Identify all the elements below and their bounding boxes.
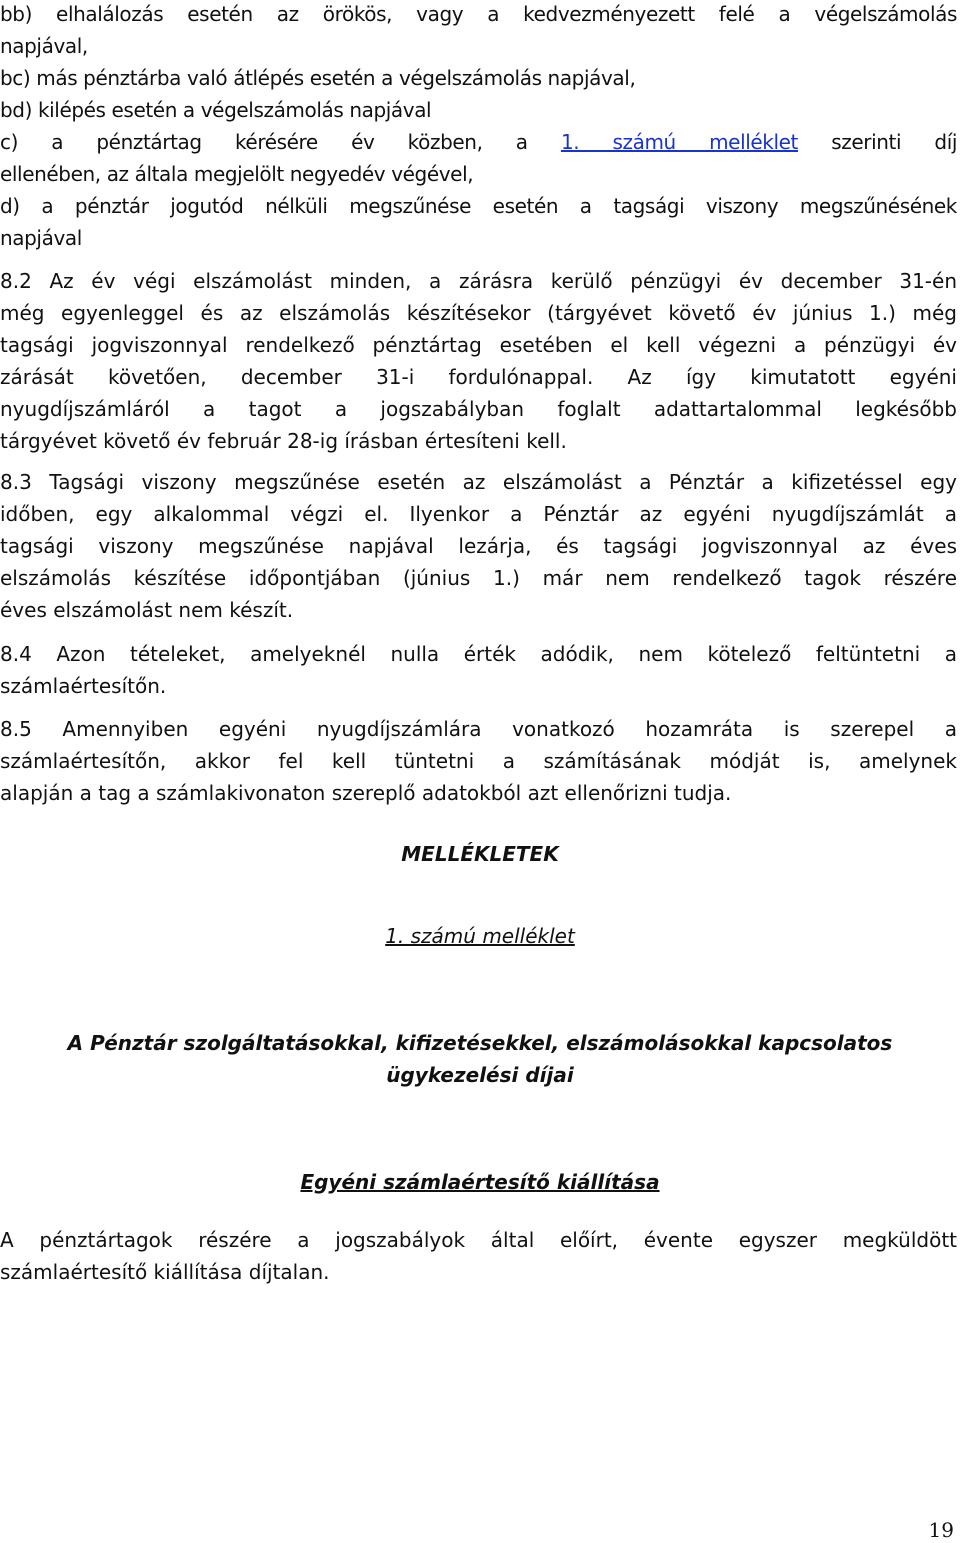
item-c-line-1: [0, 126, 957, 158]
section-title: Egyéni számlaértesítő kiállítása: [300, 1170, 660, 1194]
melleklet-1-title: 1. számú melléklet: [385, 924, 575, 948]
mellekletek-heading: MELLÉKLETEK: [401, 842, 559, 866]
item-d-line-2: napjával: [0, 226, 82, 250]
para-8-2-line-2: még egyenleggel és az elszámolás készítésekor (tárgyévet követő év június 1.) még: [0, 301, 957, 325]
para-8-2-line-6: tárgyévet követő év február 28-ig írásban értesíteni kell.: [0, 429, 567, 453]
fee-title-line-1: A Pénztár szolgáltatásokkal, kifizetésekkel, elszámolásokkal kapcsolatos: [67, 1031, 893, 1055]
item-bb-line-2: napjával,: [0, 34, 88, 58]
item-c-text: c) a pénztártag kérésére év közben, a: [0, 130, 528, 154]
item-bc: bc) más pénztárba való átlépés esetén a végelszámolás napjával,: [0, 66, 636, 90]
para-8-3-line-3: tagsági viszony megszűnése napjával lezárja, és tagsági jogviszonnyal az éves: [0, 534, 957, 558]
para-8-2-line-4: zárását követően, december 31-i fordulónappal. Az így kimutatott egyéni: [0, 365, 957, 389]
para-8-5-line-2: számlaértesítőn, akkor fel kell tüntetni a számításának módját is, amelynek: [0, 749, 957, 773]
para-8-2-line-3: tagsági jogviszonnyal rendelkező pénztártag esetében el kell végezni a pénzügyi év: [0, 333, 957, 357]
section-text-line-2: számlaértesítő kiállítása díjtalan.: [0, 1260, 330, 1284]
para-8-3-line-2: időben, egy alkalommal végzi el. Ilyenkor a Pénztár az egyéni nyugdíjszámlát a: [0, 502, 957, 526]
fee-title-line-2: ügykezelési díjai: [386, 1063, 574, 1087]
section-text-line-1: A pénztártagok részére a jogszabályok által előírt, évente egyszer megküldött: [0, 1228, 957, 1252]
item-c-line-2: ellenében, az általa megjelölt negyedév végével,: [0, 162, 474, 186]
para-8-3-line-4: elszámolás készítése időpontjában (június 1.) már nem rendelkező tagok részére: [0, 566, 957, 590]
para-8-4-line-1: 8.4 Azon tételeket, amelyeknél nulla érték adódik, nem kötelező feltüntetni a: [0, 642, 957, 666]
section-heading: [0, 1166, 960, 1198]
para-8-3-line-1: 8.3 Tagsági viszony megszűnése esetén az elszámolást a Pénztár a kifizetéssel egy: [0, 470, 957, 494]
melleklet-1-heading: [0, 920, 960, 952]
para-8-2-line-1: 8.2 Az év végi elszámolást minden, a zárásra kerülő pénzügyi év december 31-én: [0, 269, 957, 293]
melleklet-1-link[interactable]: 1. számú melléklet: [560, 130, 798, 154]
para-8-5-line-3: alapján a tag a számlakivonaton szereplő adatokból azt ellenőrizni tudja.: [0, 781, 732, 805]
para-8-4-line-2: számlaértesítőn.: [0, 674, 167, 698]
item-bd: bd) kilépés esetén a végelszámolás napjával: [0, 98, 432, 122]
item-bb-line-1: bb) elhalálozás esetén az örökös, vagy a kedvezményezett felé a végelszámolás: [0, 2, 957, 26]
para-8-5-line-1: 8.5 Amennyiben egyéni nyugdíjszámlára vonatkozó hozamráta is szerepel a: [0, 717, 957, 741]
item-d-line-1: d) a pénztár jogutód nélküli megszűnése esetén a tagsági viszony megszűnésének: [0, 194, 957, 218]
para-8-3-line-5: éves elszámolást nem készít.: [0, 598, 294, 622]
para-8-2-line-5: nyugdíjszámláról a tagot a jogszabályban foglalt adattartalommal legkésőbb: [0, 397, 957, 421]
item-c-after: szerinti díj: [831, 130, 957, 154]
page-number: 19: [928, 1518, 954, 1542]
